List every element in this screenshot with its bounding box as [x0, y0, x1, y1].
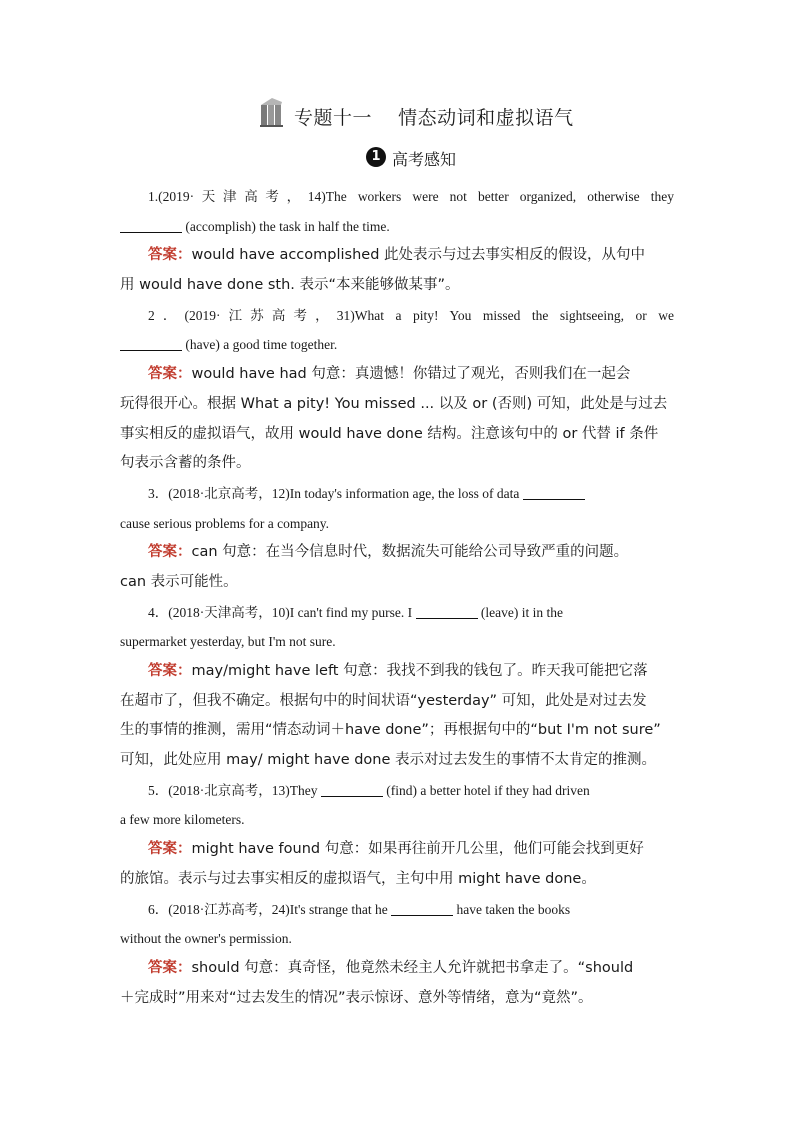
answer-label: 答案：	[148, 544, 192, 561]
answer-3-line-2: can 表示可能性。	[120, 573, 238, 590]
answer-blank	[416, 604, 478, 619]
answer-6-line-2: ＋完成时”用来对“过去发生的情况”表示惊讶、意外等情绪，意为“竟然”。	[120, 989, 593, 1006]
answer-1-line-1: 答案：would have accomplished 此处表示与过去事实相反的假设，从句中	[148, 247, 646, 264]
answer-5-line-2: 的旅馆。表示与过去事实相反的虚拟语气，主句中用 might have done。	[120, 870, 596, 887]
question-3-line-1: 3．(2018·北京高考，12)In today's information age, the loss of data	[120, 479, 674, 509]
question-5-line-2: a few more kilometers.	[120, 812, 245, 828]
question-1-line-2: (accomplish) the task in half the time.	[120, 212, 674, 242]
answer-4-line-3: 生的事情的推测，需用“情态动词＋have done”；再根据句中的“but I'm not sure”	[120, 722, 661, 739]
question-2-line-1: 2．(2019·江苏高考，31)What a pity! You missed the sightseeing, or we	[148, 307, 674, 323]
question-1-line-1: 1.(2019·天津高考，14)The workers were not better organized, otherwise they	[148, 189, 674, 204]
answer-label: 答案：	[148, 366, 192, 383]
title-row	[0, 96, 794, 132]
question-3-line-2: cause serious problems for a company.	[120, 515, 330, 531]
section-title: 高考感知	[392, 150, 457, 169]
answer-blank	[120, 218, 182, 233]
question-2-line-2: (have) a good time together.	[120, 330, 674, 360]
question-4-line-2: supermarket yesterday, but I'm not sure.	[120, 634, 336, 650]
section-number-badge: 1	[366, 147, 386, 167]
answer-4-line-4: 可知，此处应用 may/ might have done 表示对过去发生的事情不太肯定的推测。	[120, 752, 657, 769]
answer-blank	[523, 485, 585, 500]
answer-label: 答案：	[148, 247, 192, 264]
page-title: 专题十一 情态动词和虚拟语气	[294, 107, 574, 129]
question-6-line-2: without the owner's permission.	[120, 931, 292, 947]
question-6-line-1: 6．(2018·江苏高考，24)It's strange that he have taken the books	[148, 901, 571, 917]
answer-label: 答案：	[148, 663, 192, 679]
answer-4-line-1: 答案：may/might have left 句意：我找不到我的钱包了。昨天我可能把它落	[148, 663, 648, 679]
answer-2-line-1: 答案：would have had 句意：真遗憾！你错过了观光，否则我们在一起会	[148, 366, 631, 383]
answer-1-line-2: 用 would have done sth. 表示“本来能够做某事”。	[120, 277, 460, 294]
answer-5-line-1: 答案：might have found 句意：如果再往前开几公里，他们可能会找到更好	[148, 841, 644, 858]
answer-blank	[120, 336, 182, 351]
answer-label: 答案：	[148, 959, 192, 976]
answer-2-line-4: 句表示含蓄的条件。	[120, 455, 251, 472]
answer-blank	[391, 901, 453, 916]
answer-2-line-3: 事实相反的虚拟语气，故用 would have done 结构。注意该句中的 or 代替 if 条件	[120, 425, 659, 442]
answer-3-line-1: 答案：can 句意：在当今信息时代，数据流失可能给公司导致严重的问题。	[148, 544, 629, 561]
question-5-line-1: 5．(2018·北京高考，13)They (find) a better hotel if they had driven	[148, 782, 590, 798]
answer-4-line-2: 在超市了，但我不确定。根据句中的时间状语“yesterday” 可知，此处是对过去发	[120, 692, 647, 709]
answer-label: 答案：	[148, 841, 192, 858]
book-icon	[258, 96, 290, 128]
question-list	[120, 182, 674, 1013]
answer-blank	[321, 782, 383, 797]
question-4-line-1: 4．(2018·天津高考，10)I can't find my purse. I (leave) it in the	[148, 604, 563, 620]
answer-2-line-2: 玩得很开心。根据 What a pity! You missed ... 以及 or (否则) 可知，此处是与过去	[120, 395, 668, 412]
answer-6-line-1: 答案：should 句意：真奇怪，他竟然未经主人允许就把书拿走了。“should	[148, 959, 634, 976]
